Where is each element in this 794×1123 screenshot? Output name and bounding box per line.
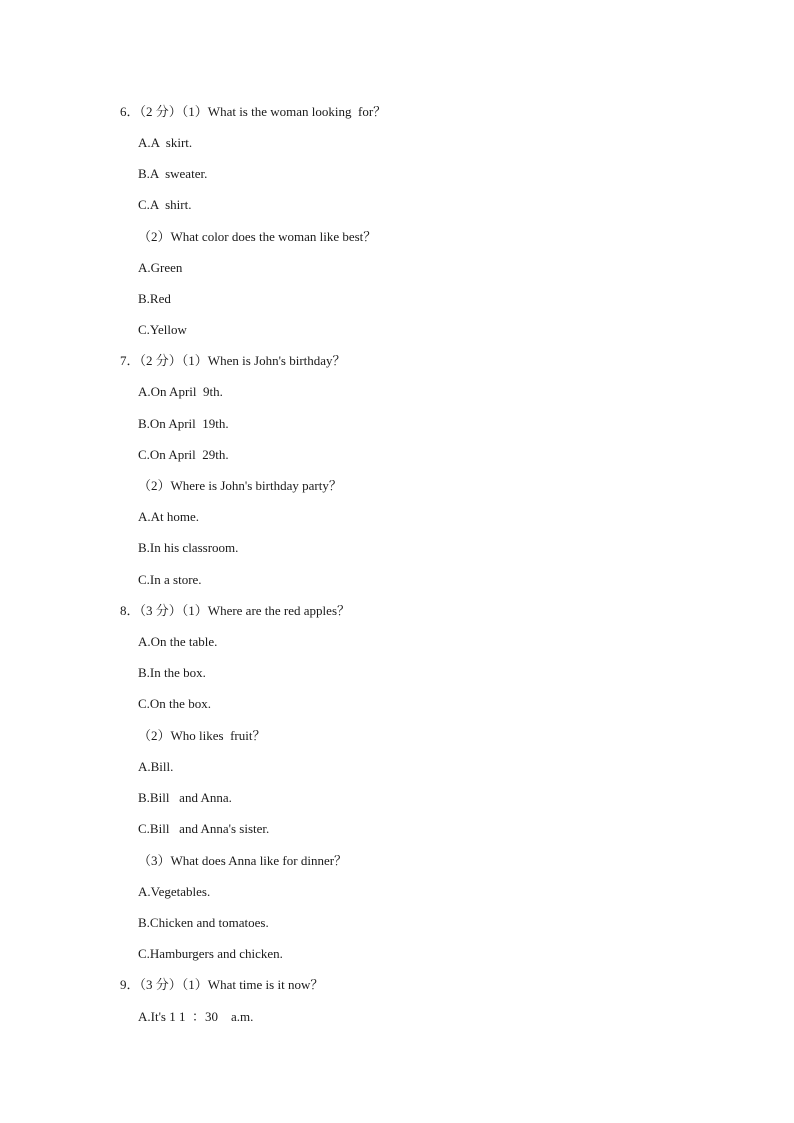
part-label: （2） — [138, 478, 171, 493]
option: C.Yellow — [138, 322, 187, 337]
question-score: （3 分） — [139, 603, 182, 618]
option: B.In the box. — [138, 665, 206, 680]
question-8-header — [120, 603, 350, 619]
part-label: （1） — [181, 603, 208, 618]
option: A.Bill. — [138, 759, 174, 774]
option: A.A skirt. — [138, 135, 193, 150]
option: A.On April 9th. — [138, 384, 223, 399]
question-text: Where are the red apples？ — [207, 603, 350, 618]
option: B.On April 19th. — [138, 416, 229, 431]
option: A.Vegetables. — [138, 884, 211, 899]
option: C.A shirt. — [138, 197, 192, 212]
part-label: （3） — [138, 853, 171, 868]
question-number: 8． — [120, 603, 140, 618]
part-label: （2） — [138, 229, 171, 244]
question-score: （2 分） — [139, 353, 182, 368]
question-text: Where is John's birthday party？ — [170, 478, 342, 493]
question-number: 7． — [120, 353, 140, 368]
question-7-header — [120, 353, 346, 369]
option: A.It's 1 1 ：30 a.m. — [138, 1009, 254, 1024]
part-label: （1） — [181, 104, 208, 119]
question-text: What is the woman looking for？ — [207, 104, 387, 119]
question-number: 6． — [120, 104, 140, 119]
option: B.In his classroom. — [138, 540, 239, 555]
option: A.On the table. — [138, 634, 218, 649]
option: C.In a store. — [138, 572, 202, 587]
option: B.A sweater. — [138, 166, 208, 181]
sub-question — [138, 853, 347, 869]
option: C.Hamburgers and chicken. — [138, 946, 283, 961]
option: C.On April 29th. — [138, 447, 229, 462]
question-9-header — [120, 977, 323, 993]
option: B.Bill and Anna. — [138, 790, 232, 805]
part-label: （1） — [181, 353, 208, 368]
sub-question — [138, 478, 342, 494]
question-6-header — [120, 104, 386, 120]
question-score: （2 分） — [139, 104, 182, 119]
part-label: （2） — [138, 728, 171, 743]
option: B.Chicken and tomatoes. — [138, 915, 269, 930]
question-text: Who likes fruit？ — [170, 728, 266, 743]
question-score: （3 分） — [139, 977, 182, 992]
question-text: What does Anna like for dinner？ — [170, 853, 348, 868]
sub-question — [138, 728, 265, 744]
question-number: 9． — [120, 977, 140, 992]
option: C.Bill and Anna's sister. — [138, 821, 270, 836]
question-text: What color does the woman like best？ — [170, 229, 377, 244]
question-text: What time is it now？ — [207, 977, 324, 992]
sub-question — [138, 229, 376, 245]
option: B.Red — [138, 291, 171, 306]
question-text: When is John's birthday？ — [207, 353, 346, 368]
option: A.At home. — [138, 509, 200, 524]
part-label: （1） — [181, 977, 208, 992]
option: A.Green — [138, 260, 183, 275]
option: C.On the box. — [138, 696, 211, 711]
